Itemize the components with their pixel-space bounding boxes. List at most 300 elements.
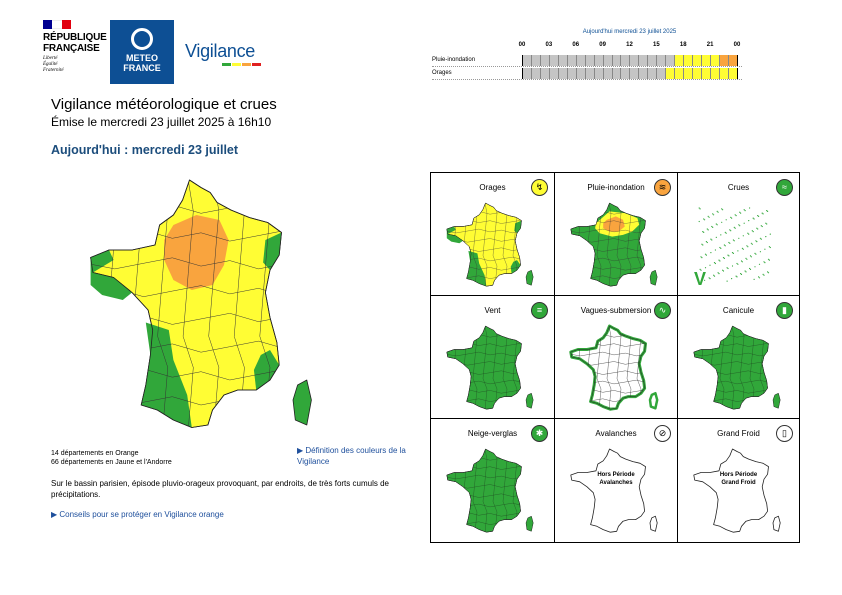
- river-segment: [756, 228, 757, 229]
- timeline-hour-cell: [693, 68, 702, 79]
- river-segment: [715, 263, 716, 264]
- river-segment: [727, 268, 728, 269]
- river-segment: [741, 274, 742, 275]
- river-segment: [764, 249, 765, 250]
- river-segment: [727, 255, 728, 256]
- river-segment: [703, 218, 704, 219]
- timeline-hour-cell: [693, 55, 702, 66]
- timeline-hour-cell: [666, 55, 675, 66]
- rf-name-line-1: RÉPUBLIQUE: [43, 32, 107, 43]
- river-segment: [714, 276, 715, 277]
- river-segment: [726, 233, 727, 234]
- river-segment: [740, 273, 741, 274]
- phenomenon-map: [563, 447, 671, 535]
- corsica-shape: [526, 393, 533, 408]
- timeline-hour-cell: [541, 55, 550, 66]
- corsica-shape: [650, 516, 657, 531]
- timeline-hour-cell: [541, 68, 550, 79]
- river-segment: [722, 209, 723, 210]
- river-segment: [763, 274, 764, 275]
- river-segment: [747, 233, 748, 234]
- river-segment: [751, 243, 752, 244]
- river-segment: [738, 224, 739, 225]
- river-segment: [735, 214, 736, 215]
- off-season-line: Hors Période: [719, 472, 758, 478]
- page-title: Vigilance météorologique et crues: [51, 96, 277, 113]
- mf-text-line-2: FRANCE: [123, 63, 161, 73]
- river-segment: [736, 263, 737, 264]
- timeline-hours: [518, 42, 741, 50]
- timeline-hour-cell: [729, 68, 737, 79]
- river-segment: [701, 257, 702, 258]
- timeline-hour-cell: [711, 68, 720, 79]
- phenomenon-title: Grand Froid: [717, 429, 760, 438]
- river-segment: [745, 270, 746, 271]
- phenomenon-map: [686, 447, 794, 535]
- phenomenon-card-crues[interactable]: [678, 173, 799, 296]
- river-segment: [719, 247, 720, 248]
- river-segment: [758, 216, 759, 217]
- phenomenon-card-vent[interactable]: [431, 296, 555, 419]
- timeline-hour-cell: [648, 55, 657, 66]
- timeline-hour-cell: [559, 55, 568, 66]
- river-segment: [727, 281, 728, 282]
- river-segment: [709, 265, 710, 266]
- thermometer-icon: ▮: [776, 302, 793, 319]
- river-segment: [742, 261, 743, 262]
- off-season-label: [555, 471, 677, 487]
- river-segment: [716, 237, 717, 238]
- river-segment: [705, 254, 706, 255]
- river-segment: [708, 216, 709, 217]
- river-segment: [747, 246, 748, 247]
- timeline-hour-cell: [684, 55, 693, 66]
- corsica-shape: [773, 516, 780, 531]
- department-counts: [51, 449, 172, 467]
- river-segment: [701, 244, 702, 245]
- river-segment: [709, 278, 710, 279]
- phenomenon-card-avalanches[interactable]: [555, 419, 678, 542]
- river-segment: [724, 258, 725, 259]
- timeline-row-pluie: [432, 55, 742, 66]
- river-segment: [741, 260, 742, 261]
- corsica-shape: [526, 516, 533, 531]
- river-segment: [712, 213, 713, 214]
- timeline-hour-cell: [559, 68, 568, 79]
- rf-motto-liberte: Liberté: [43, 56, 58, 61]
- yellow-count: 66 départements en Jaune et l'Andorre: [51, 459, 172, 466]
- river-segment: [718, 273, 719, 274]
- phenomenon-title: Neige-verglas: [467, 429, 518, 438]
- river-segment: [719, 260, 720, 261]
- france-vigilance-map[interactable]: [80, 178, 370, 440]
- river-segment: [731, 278, 732, 279]
- french-flag-icon: [43, 20, 71, 29]
- timeline-hour-cell: [711, 55, 720, 66]
- off-season-label: [678, 471, 799, 487]
- river-segment: [700, 208, 701, 209]
- river-segment: [724, 244, 725, 245]
- river-segment: [738, 238, 739, 239]
- timeline-hour-label: 06: [572, 42, 580, 48]
- river-segment: [734, 240, 735, 241]
- river-segment: [754, 266, 755, 267]
- corsica-shape: [293, 380, 311, 425]
- river-segment: [766, 210, 767, 211]
- weather-comment: Sur le bassin parisien, épisode pluvio-orageux provoquant, par endroits, de très forts cumuls de précipitations.: [51, 479, 389, 499]
- river-segment: [745, 210, 746, 211]
- timeline-hour-cell: [568, 68, 577, 79]
- river-segment: [703, 232, 704, 233]
- corsica-shape: [650, 270, 657, 285]
- river-segment: [729, 243, 730, 244]
- timeline-hour-cell: [630, 68, 639, 79]
- phenomenon-card-orages[interactable]: [431, 173, 555, 296]
- timeline-hour-cell: [720, 55, 729, 66]
- river-segment: [710, 239, 711, 240]
- river-segment: [727, 267, 728, 268]
- river-segment: [718, 212, 719, 213]
- river-segment: [728, 255, 729, 256]
- river-segment: [765, 236, 766, 237]
- river-segment: [759, 264, 760, 265]
- river-segment: [723, 270, 724, 271]
- river-segment: [707, 242, 708, 243]
- timeline-hour-label: 03: [545, 42, 553, 48]
- france-shape: [571, 449, 646, 532]
- flood-wave-icon: ≈: [776, 179, 793, 196]
- corsica-shape: [526, 270, 533, 285]
- timeline-hour-cell: [577, 68, 586, 79]
- timeline-row-orages: [432, 68, 742, 79]
- river-segment: [739, 225, 740, 226]
- phenomena-grid: [430, 172, 800, 543]
- river-segment: [767, 211, 768, 212]
- timeline-hour-cell: [613, 68, 622, 79]
- phenomenon-title: Orages: [479, 183, 506, 192]
- rf-motto-fraternite: Fraternité: [43, 68, 64, 73]
- timeline-hour-label: 00: [518, 42, 526, 48]
- river-segment: [764, 262, 765, 263]
- timeline-row-label: Pluie-inondation: [432, 57, 476, 63]
- timeline-hour-cell: [550, 68, 559, 79]
- river-segment: [732, 265, 733, 266]
- rf-motto: [43, 56, 109, 74]
- river-segment: [716, 223, 717, 224]
- timeline-hour-cell: [604, 55, 613, 66]
- river-segment: [730, 217, 731, 218]
- river-segment: [763, 261, 764, 262]
- vig-bar-green: [222, 63, 231, 66]
- river-segment: [761, 225, 762, 226]
- river-segment: [757, 215, 758, 216]
- vigilance-color-bars: [222, 63, 261, 66]
- flag-red-stripe: [62, 20, 71, 29]
- timeline-hour-cell: [595, 68, 604, 79]
- river-segment: [752, 244, 753, 245]
- timeline-cells: [522, 55, 738, 66]
- snow-icon: ✱: [531, 425, 548, 442]
- river-segment: [757, 228, 758, 229]
- river-segment: [731, 218, 732, 219]
- river-segment: [736, 276, 737, 277]
- timeline-hour-cell: [532, 68, 541, 79]
- vigicrues-logo-icon: V: [694, 269, 707, 289]
- phenomenon-map: [439, 447, 547, 535]
- phenomenon-card-pluie[interactable]: [555, 173, 678, 296]
- meteo-france-logo[interactable]: [110, 20, 174, 84]
- today-heading: Aujourd'hui : mercredi 23 juillet: [51, 143, 239, 157]
- timeline-title: Aujourd'hui mercredi 23 juillet 2025: [582, 29, 677, 35]
- mf-text: [110, 53, 174, 73]
- river-segment: [754, 253, 755, 254]
- river-segment: [714, 262, 715, 263]
- river-segment: [739, 212, 740, 213]
- timeline-hour-cell: [595, 55, 604, 66]
- river-segment: [763, 275, 764, 276]
- timeline-hour-cell: [639, 55, 648, 66]
- river-segment: [767, 271, 768, 272]
- timeline-hour-cell: [586, 55, 595, 66]
- river-segment: [732, 252, 733, 253]
- timeline-hour-cell: [702, 55, 711, 66]
- river-segment: [702, 231, 703, 232]
- timeline-hour-cell: [586, 68, 595, 79]
- river-segment: [743, 235, 744, 236]
- river-segment: [710, 252, 711, 253]
- timeline-hour-cell: [613, 55, 622, 66]
- river-segment: [713, 275, 714, 276]
- river-segment: [736, 215, 737, 216]
- river-segment: [709, 217, 710, 218]
- timeline-divider: [432, 79, 742, 80]
- river-segment: [763, 213, 764, 214]
- off-season-line: Hors Période: [597, 472, 635, 478]
- timeline-hour-cell: [532, 55, 541, 66]
- timeline-hour-cell: [648, 68, 657, 79]
- phenomenon-title: Crues: [727, 183, 750, 192]
- river-segment: [770, 234, 771, 235]
- vig-bar-red: [252, 63, 261, 66]
- river-segment: [744, 209, 745, 210]
- vig-bar-orange: [242, 63, 251, 66]
- river-segment: [753, 231, 754, 232]
- river-segment: [733, 239, 734, 240]
- river-segment: [725, 245, 726, 246]
- phenomenon-card-vagues[interactable]: [555, 296, 678, 419]
- river-segment: [712, 227, 713, 228]
- timeline-divider: [432, 66, 742, 67]
- river-segment: [723, 257, 724, 258]
- river-segment: [768, 259, 769, 260]
- river-segment: [762, 213, 763, 214]
- river-segment: [717, 211, 718, 212]
- river-segment: [750, 255, 751, 256]
- phenomenon-card-froid[interactable]: [678, 419, 799, 542]
- river-segment: [709, 277, 710, 278]
- river-segment: [748, 220, 749, 221]
- phenomenon-map: [563, 324, 671, 412]
- mf-text-line-1: METEO: [125, 53, 158, 63]
- river-segment: [730, 230, 731, 231]
- river-segment: [752, 230, 753, 231]
- color-definition-link[interactable]: ▶ Définition des couleurs de la Vigilance: [297, 446, 406, 466]
- river-segment: [760, 251, 761, 252]
- river-segment: [749, 207, 750, 208]
- phenomenon-title: Vent: [484, 306, 501, 315]
- river-segment: [755, 240, 756, 241]
- river-segment: [720, 234, 721, 235]
- river-segment: [744, 223, 745, 224]
- river-segment: [760, 238, 761, 239]
- avalanche-icon: ⊘: [654, 425, 671, 442]
- river-segment: [721, 208, 722, 209]
- timeline-cells: [522, 68, 738, 79]
- river-segment: [762, 226, 763, 227]
- river-segment: [745, 271, 746, 272]
- river-segment: [735, 228, 736, 229]
- river-segment: [699, 221, 700, 222]
- timeline-hour-cell: [684, 68, 693, 79]
- river-segment: [748, 234, 749, 235]
- timeline-hour-label: 00: [733, 42, 741, 48]
- timeline-hour-cell: [621, 55, 630, 66]
- timeline-hour-cell: [657, 68, 666, 79]
- river-segment: [750, 269, 751, 270]
- river-segment: [759, 277, 760, 278]
- vigilance-logo-text: Vigilance: [185, 41, 256, 61]
- river-segment: [718, 272, 719, 273]
- orange-advice-link[interactable]: ▶ Conseils pour se protéger en Vigilance orange: [51, 510, 224, 519]
- river-segment: [733, 253, 734, 254]
- river-segment: [768, 272, 769, 273]
- river-segment: [728, 242, 729, 243]
- rain-flood-icon: ≋: [654, 179, 671, 196]
- flag-blue-stripe: [43, 20, 52, 29]
- river-segment: [745, 258, 746, 259]
- off-season-line: Avalanches: [599, 480, 633, 486]
- timeline-hour-cell: [523, 68, 532, 79]
- river-segment: [766, 223, 767, 224]
- phenomenon-title: Avalanches: [595, 429, 637, 438]
- timeline-hour-label: 15: [653, 42, 660, 48]
- river-segment: [769, 246, 770, 247]
- river-segment: [754, 218, 755, 219]
- emission-date: Émise le mercredi 23 juillet 2025 à 16h10: [51, 115, 272, 129]
- rf-name-line-2: FRANÇAISE: [43, 43, 100, 54]
- river-segment: [734, 227, 735, 228]
- lightning-icon: ↯: [531, 179, 548, 196]
- timeline-hour-cell: [702, 68, 711, 79]
- meteo-france-emblem-icon: [131, 28, 153, 50]
- phenomenon-title: Vagues-submersion: [580, 306, 652, 315]
- river-segment: [742, 248, 743, 249]
- river-segment: [713, 214, 714, 215]
- phenomenon-map: [686, 324, 794, 412]
- river-segment: [751, 256, 752, 257]
- timeline-hour-cell: [577, 55, 586, 66]
- river-segment: [756, 241, 757, 242]
- timeline-hour-cell: [568, 55, 577, 66]
- river-segment: [737, 264, 738, 265]
- river-segment: [743, 249, 744, 250]
- phenomenon-map: [439, 201, 547, 289]
- rf-name: [43, 32, 109, 54]
- river-segment: [737, 250, 738, 251]
- river-segment: [707, 228, 708, 229]
- river-segment: [708, 229, 709, 230]
- wave-icon: ∿: [654, 302, 671, 319]
- river-segment: [711, 239, 712, 240]
- river-segment: [746, 259, 747, 260]
- river-segment: [736, 276, 737, 277]
- river-segment: [765, 223, 766, 224]
- vigilance-logo: [185, 41, 261, 66]
- river-segment: [753, 218, 754, 219]
- river-segment: [761, 239, 762, 240]
- timeline-hour-cell: [523, 55, 532, 66]
- orange-count: 14 départements en Orange: [51, 450, 139, 457]
- river-segment: [706, 255, 707, 256]
- river-segment: [769, 260, 770, 261]
- river-segment: [702, 244, 703, 245]
- phenomenon-map: [563, 201, 671, 289]
- river-segment: [770, 247, 771, 248]
- rf-motto-egalite: Égalité: [43, 62, 58, 67]
- river-segment: [725, 232, 726, 233]
- flag-white-stripe: [52, 20, 61, 29]
- river-segment: [726, 219, 727, 220]
- river-segment: [758, 276, 759, 277]
- vig-bar-yellow: [232, 63, 241, 66]
- phenomenon-title: Canicule: [722, 306, 755, 315]
- timeline-hour-cell: [666, 68, 675, 79]
- phenomenon-card-neige[interactable]: [431, 419, 555, 542]
- river-segment: [729, 229, 730, 230]
- river-segment: [721, 222, 722, 223]
- river-segment: [704, 219, 705, 220]
- river-segment: [755, 254, 756, 255]
- republique-francaise-logo: [43, 20, 109, 74]
- phenomenon-map: [439, 324, 547, 412]
- phenomenon-title: Pluie-inondation: [587, 183, 645, 192]
- france-shape: [694, 449, 769, 532]
- timeline-hour-label: 09: [599, 42, 606, 48]
- river-segment: [718, 260, 719, 261]
- timeline-hour-cell: [720, 68, 729, 79]
- timeline-hour-cell: [729, 55, 737, 66]
- timeline-hour-label: 18: [679, 42, 687, 48]
- timeline-hour-cell: [630, 55, 639, 66]
- timeline-hour-label: 21: [706, 42, 714, 48]
- river-segment: [740, 213, 741, 214]
- river-segment: [720, 248, 721, 249]
- river-segment: [706, 241, 707, 242]
- wind-icon: ≡: [531, 302, 548, 319]
- timeline-hour-cell: [550, 55, 559, 66]
- corsica-shape: [773, 393, 780, 408]
- river-segment: [722, 270, 723, 271]
- river-segment: [749, 268, 750, 269]
- phenomenon-card-canicule[interactable]: [678, 296, 799, 419]
- timeline-row-label: Orages: [432, 70, 452, 76]
- river-segment: [746, 245, 747, 246]
- river-segment: [700, 256, 701, 257]
- river-segment: [699, 207, 700, 208]
- phenomenon-map: [686, 201, 794, 289]
- timeline-hour-cell: [604, 68, 613, 79]
- timeline-hour-label: 12: [626, 42, 633, 48]
